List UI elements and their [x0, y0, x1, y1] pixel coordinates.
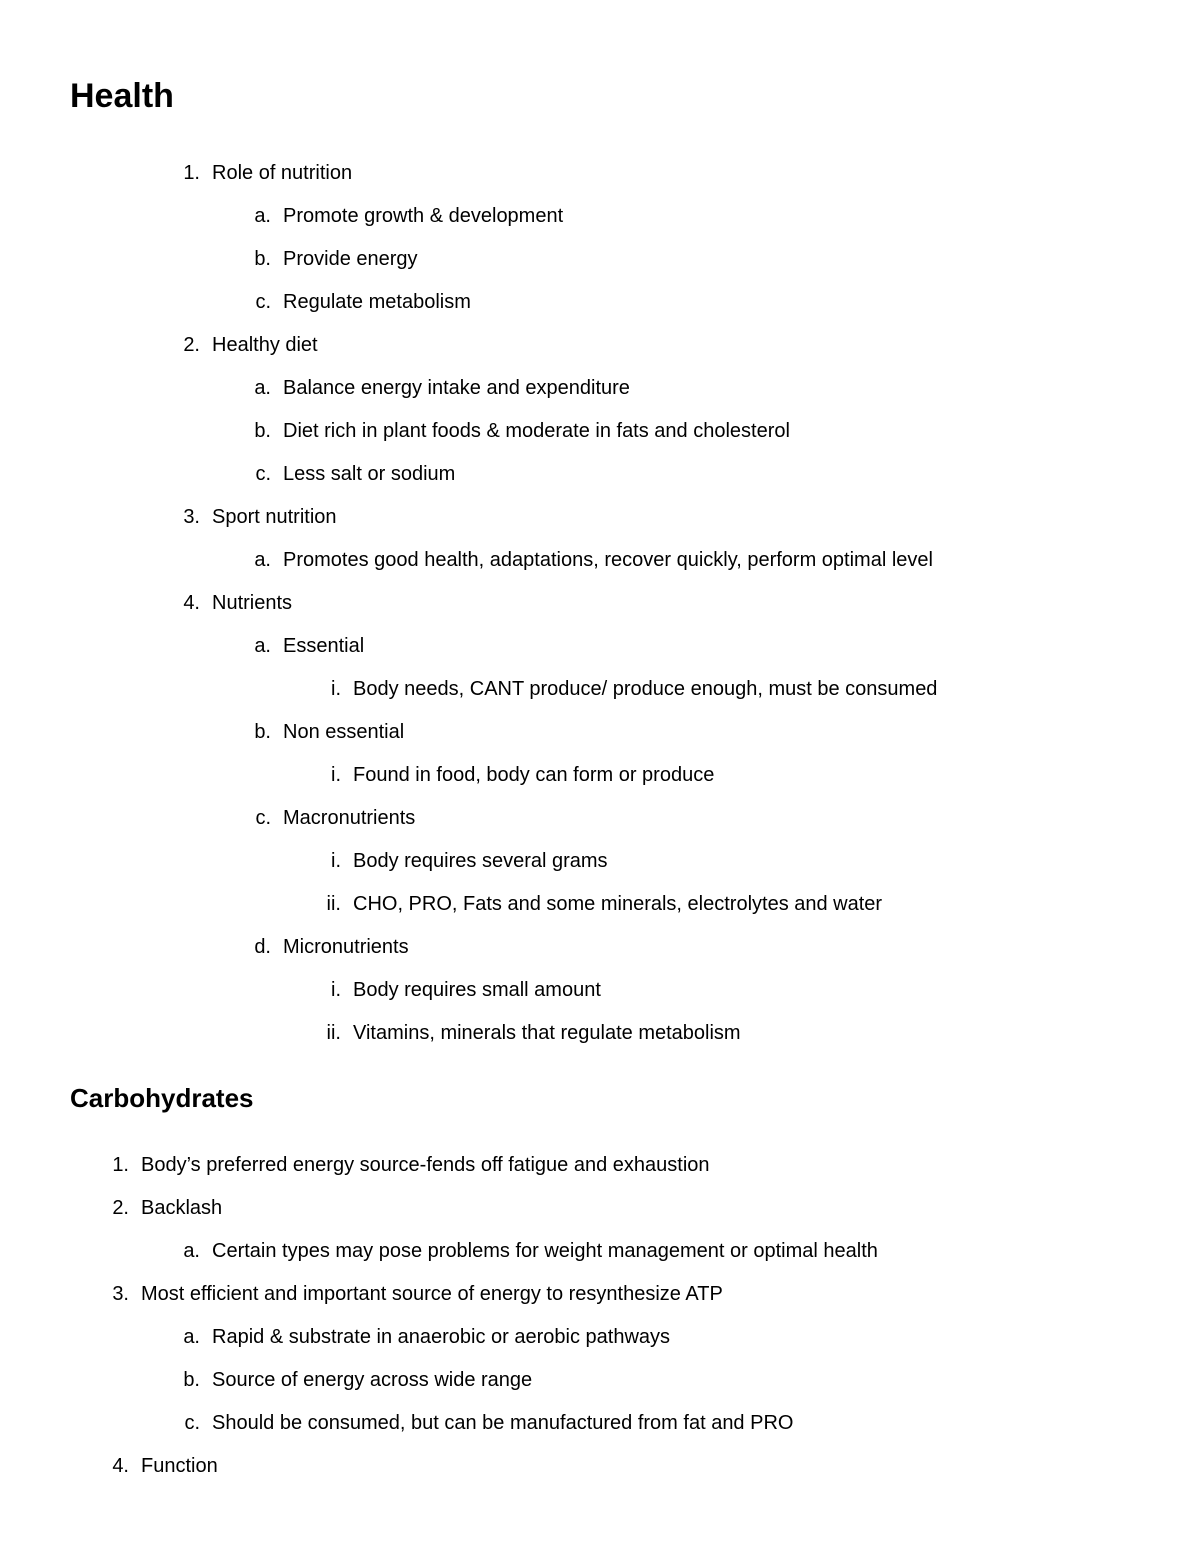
list-marker: d.: [254, 936, 271, 958]
list-marker: a.: [183, 1326, 200, 1348]
list-item: [331, 846, 608, 876]
list-text: Body requires small amount: [353, 979, 601, 1001]
list-text: Backlash: [141, 1197, 223, 1219]
list-item: [254, 244, 418, 274]
list-item: [255, 459, 456, 489]
list-item: [254, 932, 409, 962]
section-title-health: Health: [70, 77, 174, 115]
section-title-carbohydrates: Carbohydrates: [70, 1083, 254, 1113]
list-marker: 2.: [183, 334, 200, 356]
list-text: Rapid & substrate in anaerobic or aerobic pathways: [212, 1326, 671, 1348]
list-text: Body’s preferred energy source-fends off fatigue and exhaustion: [141, 1154, 710, 1176]
list-marker: c.: [255, 291, 271, 313]
list-marker: c.: [184, 1412, 200, 1434]
list-text: Promotes good health, adaptations, recover quickly, perform optimal level: [283, 549, 933, 571]
list-item: [326, 889, 883, 919]
list-marker: i.: [331, 979, 341, 1001]
list-text: Less salt or sodium: [283, 463, 456, 485]
list-marker: b.: [254, 248, 271, 270]
list-marker: 2.: [112, 1197, 129, 1219]
list-item: [183, 330, 318, 360]
list-text: Macronutrients: [283, 807, 416, 829]
list-item: [183, 1236, 878, 1266]
list-item: [183, 588, 293, 618]
list-marker: a.: [254, 377, 271, 399]
list-text: Source of energy across wide range: [212, 1369, 533, 1391]
list-text: CHO, PRO, Fats and some minerals, electrolytes and water: [353, 893, 883, 915]
list-item: [254, 201, 564, 231]
list-item: [331, 674, 938, 704]
list-marker: ii.: [326, 1022, 341, 1044]
list-marker: b.: [183, 1369, 200, 1391]
list-item: [112, 1279, 723, 1309]
list-text: Found in food, body can form or produce: [353, 764, 715, 786]
list-item: [254, 545, 933, 575]
list-text: Sport nutrition: [212, 506, 337, 528]
list-marker: c.: [255, 807, 271, 829]
list-marker: 1.: [112, 1154, 129, 1176]
list-marker: b.: [254, 420, 271, 442]
list-text: Healthy diet: [212, 334, 318, 356]
list-item: [112, 1193, 223, 1223]
list-item: [254, 416, 790, 446]
list-text: Certain types may pose problems for weight management or optimal health: [212, 1240, 878, 1262]
list-item: [183, 158, 353, 188]
list-marker: a.: [254, 635, 271, 657]
list-item: [183, 1322, 671, 1352]
list-marker: b.: [254, 721, 271, 743]
list-marker: a.: [254, 549, 271, 571]
list-item: [326, 1018, 741, 1048]
list-text: Nutrients: [212, 592, 293, 614]
list-marker: 4.: [183, 592, 200, 614]
list-item: [254, 373, 630, 403]
list-item: [255, 803, 416, 833]
list-marker: i.: [331, 850, 341, 872]
list-text: Essential: [283, 635, 365, 657]
list-marker: ii.: [326, 893, 341, 915]
list-text: Non essential: [283, 721, 405, 743]
list-marker: a.: [183, 1240, 200, 1262]
list-text: Promote growth & development: [283, 205, 564, 227]
list-text: Micronutrients: [283, 936, 409, 958]
list-text: Body requires several grams: [353, 850, 608, 872]
list-marker: 1.: [183, 162, 200, 184]
list-text: Diet rich in plant foods & moderate in fats and cholesterol: [283, 420, 790, 442]
list-marker: 3.: [112, 1283, 129, 1305]
list-marker: 3.: [183, 506, 200, 528]
list-text: Balance energy intake and expenditure: [283, 377, 630, 399]
list-marker: i.: [331, 764, 341, 786]
list-marker: a.: [254, 205, 271, 227]
list-item: [254, 631, 365, 661]
list-text: Function: [141, 1455, 218, 1477]
list-marker: i.: [331, 678, 341, 700]
list-item: [254, 717, 405, 747]
list-text: Regulate metabolism: [283, 291, 471, 313]
list-marker: 4.: [112, 1455, 129, 1477]
list-item: [183, 1365, 533, 1395]
list-text: Role of nutrition: [212, 162, 353, 184]
list-text: Provide energy: [283, 248, 418, 270]
list-text: Vitamins, minerals that regulate metabolism: [353, 1022, 741, 1044]
list-item: [183, 502, 337, 532]
list-item: [331, 975, 601, 1005]
list-item: [112, 1150, 710, 1180]
list-item: [255, 287, 471, 317]
list-text: Should be consumed, but can be manufactured from fat and PRO: [212, 1412, 794, 1434]
list-marker: c.: [255, 463, 271, 485]
list-text: Most efficient and important source of energy to resynthesize ATP: [141, 1283, 723, 1305]
list-item: [184, 1408, 794, 1438]
list-text: Body needs, CANT produce/ produce enough, must be consumed: [353, 678, 938, 700]
list-item: [331, 760, 715, 790]
list-item: [112, 1451, 218, 1481]
